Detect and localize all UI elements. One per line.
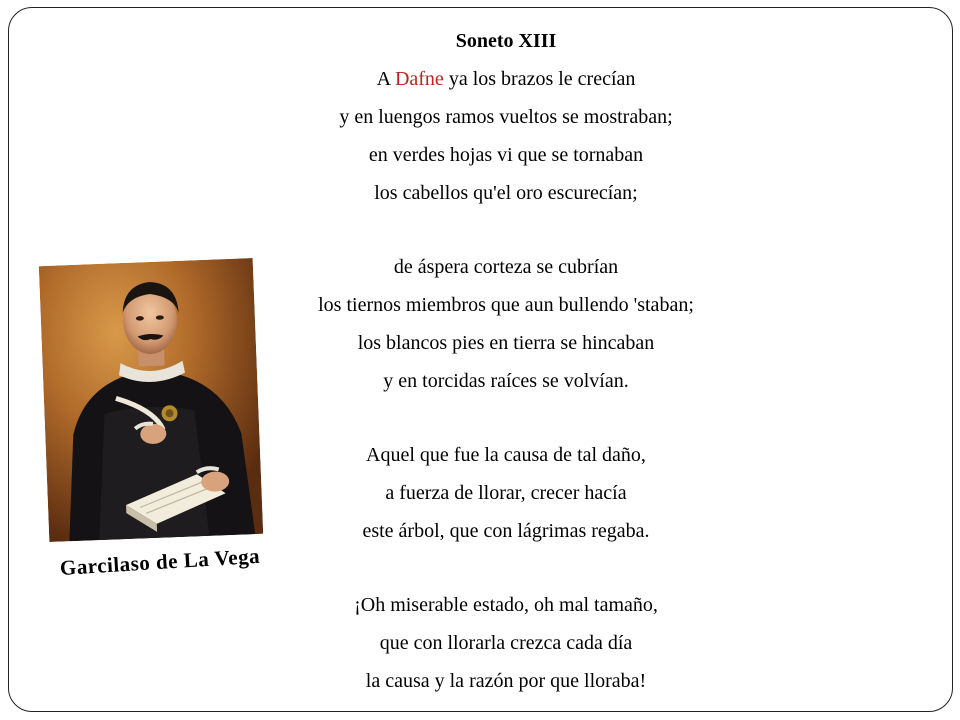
poem-line: a fuerza de llorar, crecer hacía	[385, 482, 627, 504]
portrait-image	[39, 258, 263, 542]
poem-line: ¡Oh miserable estado, oh mal tamaño,	[354, 594, 658, 616]
poem-line: los blancos pies en tierra se hincaban	[357, 332, 655, 354]
poem-line: la causa y la razón por que lloraba!	[365, 670, 647, 692]
stanza-gap	[250, 212, 762, 248]
poem-line: de áspera corteza se cubrían	[393, 256, 619, 278]
poem-line: en verdes hojas vi que se tornaban	[368, 144, 644, 166]
poem-line: y en luengos ramos vueltos se mostraban;	[339, 106, 673, 128]
poem-line: los cabellos qu'el oro escurecían;	[374, 182, 638, 204]
line-text: A	[376, 68, 395, 90]
highlighted-word: Dafne	[394, 68, 444, 90]
poem-line: los tiernos miembros que aun bullendo 'staban;	[318, 294, 694, 316]
portrait-caption: Garcilaso de La Vega	[59, 543, 261, 580]
poem-line: que con llorarla crezca cada día	[379, 632, 633, 654]
poem-block	[250, 22, 762, 700]
stanza-gap	[250, 550, 762, 586]
line-text: ya los brazos le crecían	[443, 68, 636, 90]
poem-line: este árbol, que con lágrimas regaba.	[362, 520, 650, 542]
poem-title: Soneto XIII	[455, 30, 557, 52]
portrait-painting	[39, 258, 263, 542]
stanza-gap	[250, 400, 762, 436]
poem-line: Aquel que fue la causa de tal daño,	[366, 444, 646, 466]
poem-line	[250, 60, 762, 98]
poem-line: y en torcidas raíces se volvían.	[383, 370, 629, 392]
